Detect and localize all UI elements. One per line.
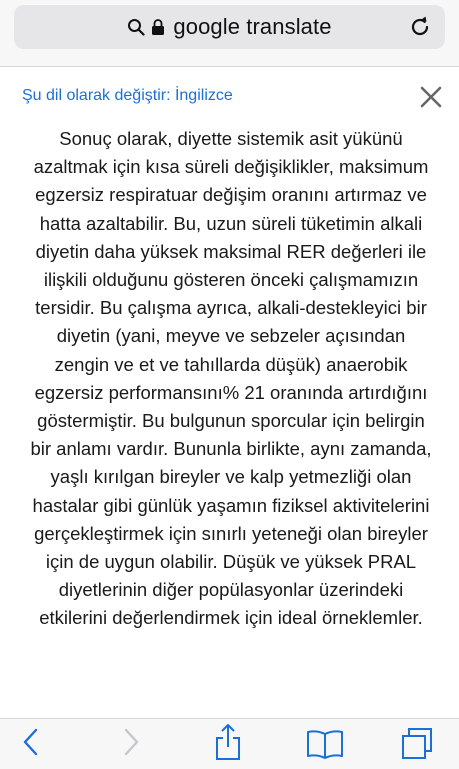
tabs-icon[interactable] — [400, 727, 434, 766]
forward-icon[interactable] — [120, 727, 142, 762]
switch-language-link[interactable]: Şu dil olarak değiştir: İngilizce — [22, 87, 233, 104]
address-bar-content — [14, 5, 445, 49]
translate-bar — [0, 67, 459, 125]
search-icon — [127, 18, 145, 36]
browser-top-bar — [0, 0, 459, 67]
back-icon[interactable] — [20, 727, 42, 762]
close-icon[interactable] — [420, 86, 442, 108]
bookmarks-icon[interactable] — [306, 729, 344, 764]
reload-icon[interactable] — [407, 14, 433, 40]
share-icon[interactable] — [214, 723, 242, 766]
article-text: Sonuç olarak, diyette sistemik asit yükünü azaltmak için kısa süreli değişiklikler, maksimum egzersiz respiratuar değişim oranını artırmaz ve hatta azaltabilir. Bu, uzun süreli tüketimin alkali diyetin daha yüksek maksimal RER değerleri ile ilişkili olduğunu gösteren önceki çalışmamızın tersidir. Bu çalışma ayrıca, alkali-destekleyici bir diyetin (yani, meyve ve sebzeler açısından zengin ve et ve tahıllarda düşük) anaerobik egzersiz performansını% 21 oranında artırdığını göstermiştir. Bu bulgunun sporcular için belirgin bir anlamı vardır. Bununla birlikte, aynı zamanda, yaşlı kırılgan bireyler ve kalp yetmezliği olan hastalar gibi günlük yaşamın fiziksel aktivitelerini gerçekleştirmek için sınırlı yeteneği olan bireyler için de uygun olabilir. Düşük ve yüksek PRAL diyetlerinin diğer popülasyonlar üzerindeki etkilerini değerlendirmek için ideal örneklemler. — [30, 128, 432, 629]
url-text: google translate — [173, 14, 332, 39]
lock-icon — [151, 18, 165, 36]
address-bar[interactable] — [14, 5, 445, 49]
browser-bottom-toolbar — [0, 718, 459, 769]
